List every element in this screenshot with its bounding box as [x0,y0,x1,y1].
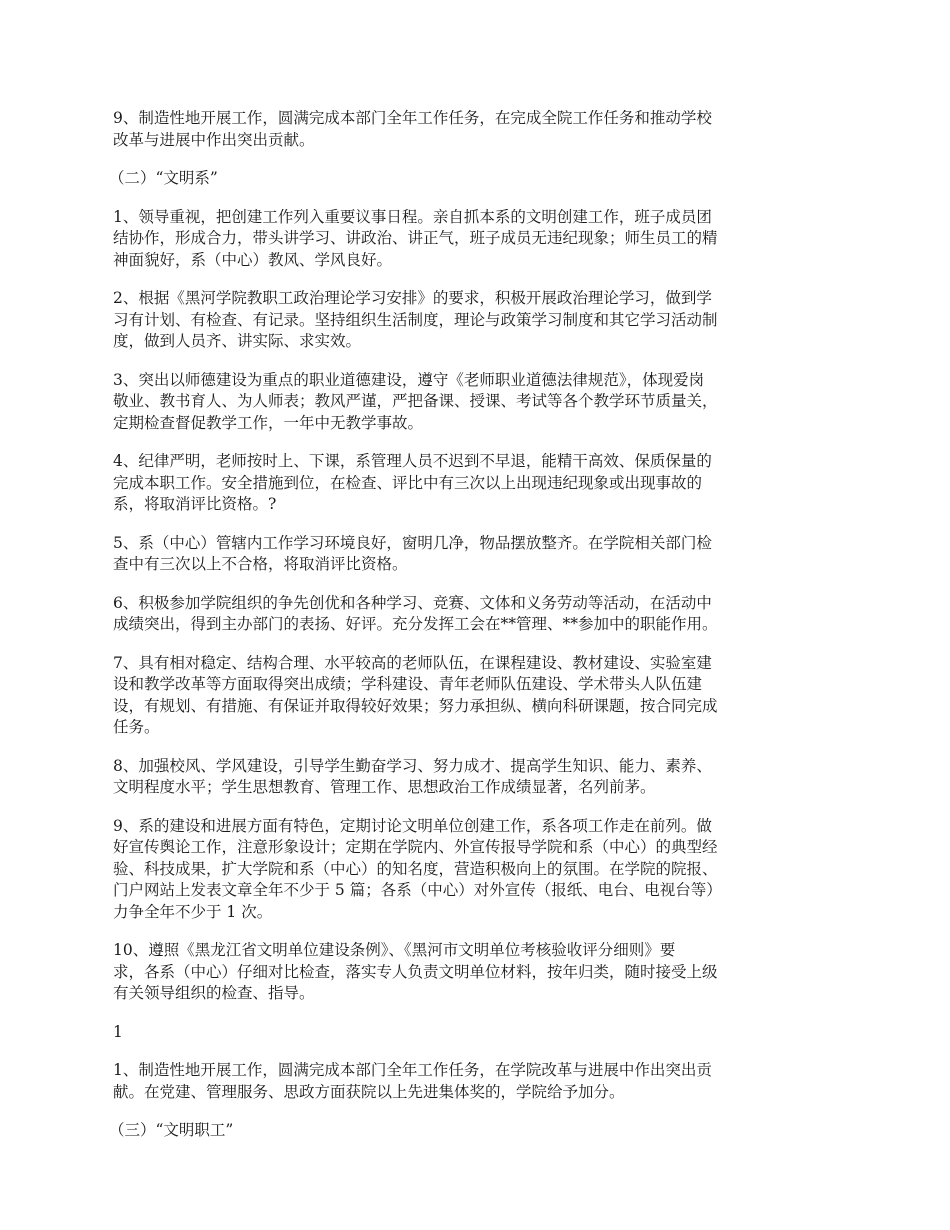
paragraph-item-8: 8、加强校风、学风建设，引导学生勤奋学习、努力成才、提高学生知识、能力、素养、 文明程度水平；学生思想教育、管理工作、思想政治工作成绩显著，名列前茅。 [113,756,712,796]
paragraph-item-9: 9、系的建设和进展方面有特色，定期讨论文明单位创建工作，系各项工作走在前列。做 好宣传舆论工作，注意形象设计；定期在学院内、外宣传报导学院和系（中心）的典型经 验、科技成果，扩大学院和系（中心）的知名度，营造积极向上的氛围。在学院的院报、 门户网站上发表文章全年不少于 5 篇；各系（中心）对外宣传（报纸、电台、电视台等） 力争全年不少于 1 次。 [113,816,722,921]
document-body [109,108,835,1159]
paragraph-item-2: 2、根据《黑河学院教职工政治理论学习安排》的要求，积极开展政治理论学习，做到学 习有计划、有检查、有记录。坚持组织生活制度，理论与政策学习制度和其它学习活动制 度，做到人员齐、讲实际、求实效。 [113,289,718,350]
paragraph-item-3: 3、突出以师德建设为重点的职业道德建设，遵守《老师职业道德法律规范》，体现爱岗 敬业、教书育人、为人师表；教风严谨，严把备课、授课、考试等各个教学环节质量关， 定期检查督促教学工作，一年中无教学事故。 [113,370,718,432]
section-heading-civilized-department: （二）“文明系” [109,169,218,187]
paragraph-item-5: 5、系（中心）管辖内工作学习环境良好，窗明几净，物品摆放整齐。在学院相关部门检 查中有三次以上不合格，将取消评比资格。 [113,533,712,573]
page-number-text: 1 [113,1022,123,1041]
paragraph-item-9-dept: 9、制造性地开展工作，圆满完成本部门全年工作任务，在完成全院工作任务和推动学校 改革与进展中作出突出贡献。 [113,109,712,149]
paragraph-item-10: 10、遵照《黑龙江省文明单位建设条例》、《黑河市文明单位考核验收评分细则》要 求，各系（中心）仔细对比检查，落实专人负责文明单位材料，按年归类，随时接受上级 有关领导组织的检查、指导。 [113,941,718,1002]
paragraph-item-6: 6、积极参加学院组织的争先创优和各种学习、竞赛、文体和义务劳动等活动，在活动中 成绩突出，得到主办部门的表扬、好评。充分发挥工会在**管理、**参加中的职能作用。 [113,593,718,633]
paragraph-item-1-second: 1、制造性地开展工作，圆满完成本部门全年工作任务，在学院改革与进展中作出突出贡 献。在党建、管理服务、思政方面获院以上先进集体奖的，学院给予加分。 [113,1061,712,1101]
paragraph-item-4: 4、纪律严明，老师按时上、下课，系管理人员不迟到不早退，能精干高效、保质保量的 完成本职工作。安全措施到位，在检查、评比中有三次以上出现违纪现象或出现事故的 系，将取消评比资格。? [113,452,712,513]
paragraph-item-1: 1、领导重视，把创建工作列入重要议事日程。亲自抓本系的文明创建工作，班子成员团 结协作，形成合力，带头讲学习、讲政治、讲正气，班子成员无违纪现象；师生员工的精 神面貌好，系（中心）教风、学风良好。 [113,207,718,269]
paragraph-item-7: 7、具有相对稳定、结构合理、水平较高的老师队伍，在课程建设、教材建设、实验室建 设和教学改革等方面取得突出成绩；学科建设、青年老师队伍建设、学术带头人队伍建 设，有规划、有措施、有保证并取得较好效果；努力承担纵、横向科研课题，按合同完成 任务。 [113,653,718,736]
section-heading-civilized-staff: （三）“文明职工” [109,1121,234,1139]
